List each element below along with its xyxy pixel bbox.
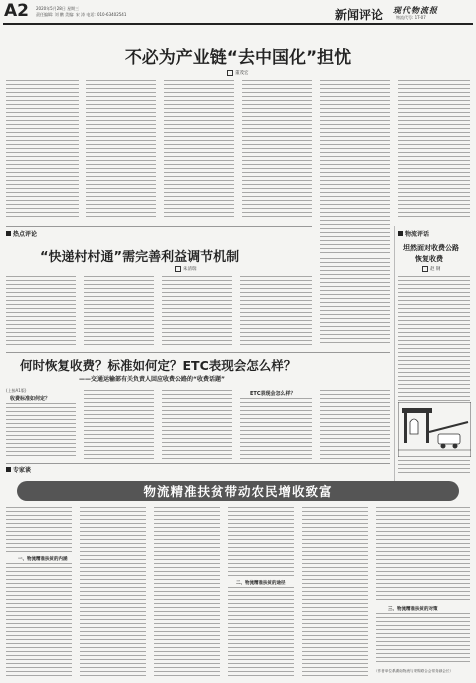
main-headline: 不必为产业链“去中国化”担忧: [124, 48, 352, 68]
hot-body-col-3: [162, 276, 232, 346]
sidebar-label-text: 物流评话: [405, 231, 430, 238]
expert-body-col-1: [6, 507, 72, 553]
main-body-col-3: [164, 80, 234, 218]
main-body-col-1: [6, 80, 79, 218]
expert-body-col-3: [154, 507, 220, 677]
toll-cartoon-illustration: [398, 402, 471, 457]
expert-body-col-2: [80, 507, 146, 677]
expert-sub-2: 二、物流精准扶贫的途径: [236, 581, 286, 586]
hot-body-col-4: [240, 276, 312, 346]
etc-q2: ETC表现会怎么样？: [250, 391, 296, 397]
section-name: 新闻评论: [335, 8, 384, 22]
byline-icon: [422, 266, 428, 272]
etc-top-rule: [6, 352, 390, 353]
etc-q1: 收费标准如何定？: [10, 396, 51, 402]
expert-sub-3: 三、物流精准扶贫的对策: [388, 607, 438, 612]
expert-top-rule: [6, 463, 390, 464]
main-body-col-4: [242, 80, 312, 218]
sidebar-author-name: 赵 钢: [430, 267, 441, 272]
etc-subheading: ——交通运输部有关负责人回应收费公路的“收费话题”: [79, 376, 225, 383]
hot-comment-label: [6, 229, 37, 238]
expert-body-col-4a: [228, 507, 294, 577]
etc-body-col-3: [162, 390, 232, 459]
hot-comment-author-name: 朱清瑞: [183, 267, 197, 272]
expert-body-col-1b: [6, 563, 72, 677]
date-line: 2020年5月28日 星期三: [36, 6, 80, 11]
etc-body-col-5: [320, 390, 390, 459]
expert-body-col-4b: [228, 587, 294, 677]
sidebar-author: [422, 266, 440, 272]
editors-line: 责任编辑: 刘 鹏 美编: 宋 涛 电话: 010-63402541: [36, 12, 127, 17]
sidebar-label: [398, 229, 429, 238]
main-author-name: 董茂宏: [235, 71, 249, 76]
paper-sub: 物流代号: 1T-07: [396, 15, 426, 20]
main-body-col-5: [320, 80, 390, 255]
main-body-col-5-cont: [320, 258, 390, 346]
hot-body-col-2: [84, 276, 154, 346]
etc-body-col-4: [240, 398, 312, 459]
expert-label-text: 专家谈: [13, 467, 32, 474]
paper-logo: 现代物流报: [393, 5, 438, 15]
section-marker-icon: [6, 231, 11, 236]
expert-headline: 物流精准扶贫带动农民增收致富: [143, 484, 333, 499]
hot-comment-headline: “快递村村通”需完善利益调节机制: [40, 250, 240, 265]
expert-body-col-6a: [376, 507, 470, 603]
byline-icon: [227, 70, 233, 76]
byline-icon: [175, 266, 181, 272]
section-marker-icon: [6, 467, 11, 472]
hot-body-col-1: [6, 276, 76, 346]
hot-comment-author: [175, 266, 197, 272]
etc-body-col-1: [6, 403, 76, 459]
expert-banner: [17, 481, 459, 501]
expert-sub-1: 一、物流精准扶贫的内涵: [18, 557, 68, 562]
etc-headline: 何时恢复收费？标准如何定？ETC表现会怎么样？: [20, 358, 297, 373]
expert-body-col-5: [302, 507, 368, 677]
hot-comment-label-text: 热点评论: [13, 231, 38, 238]
section-marker-icon: [398, 231, 403, 236]
expert-label: [6, 465, 31, 474]
expert-footer: （作者单位系湖南物流与采购联合会常务副会长）: [374, 669, 454, 673]
etc-source-tag: (上接A1版): [6, 388, 27, 393]
sidebar-caption: [398, 460, 470, 476]
sidebar-body: [398, 276, 470, 401]
page-code: A2: [4, 1, 29, 21]
main-body-col-2: [86, 80, 156, 218]
etc-body-col-2: [84, 390, 154, 459]
sidebar-headline-1: 坦然面对收费公路: [403, 244, 459, 252]
expert-body-col-6b: [376, 613, 470, 665]
sidebar-headline-2: 恢复收费: [415, 255, 443, 263]
main-author: [227, 70, 249, 76]
masthead-rule: [3, 23, 473, 25]
sidebar-divider: [394, 226, 395, 481]
main-body-col-6: [398, 80, 470, 218]
hot-comment-top-rule: [6, 226, 312, 227]
